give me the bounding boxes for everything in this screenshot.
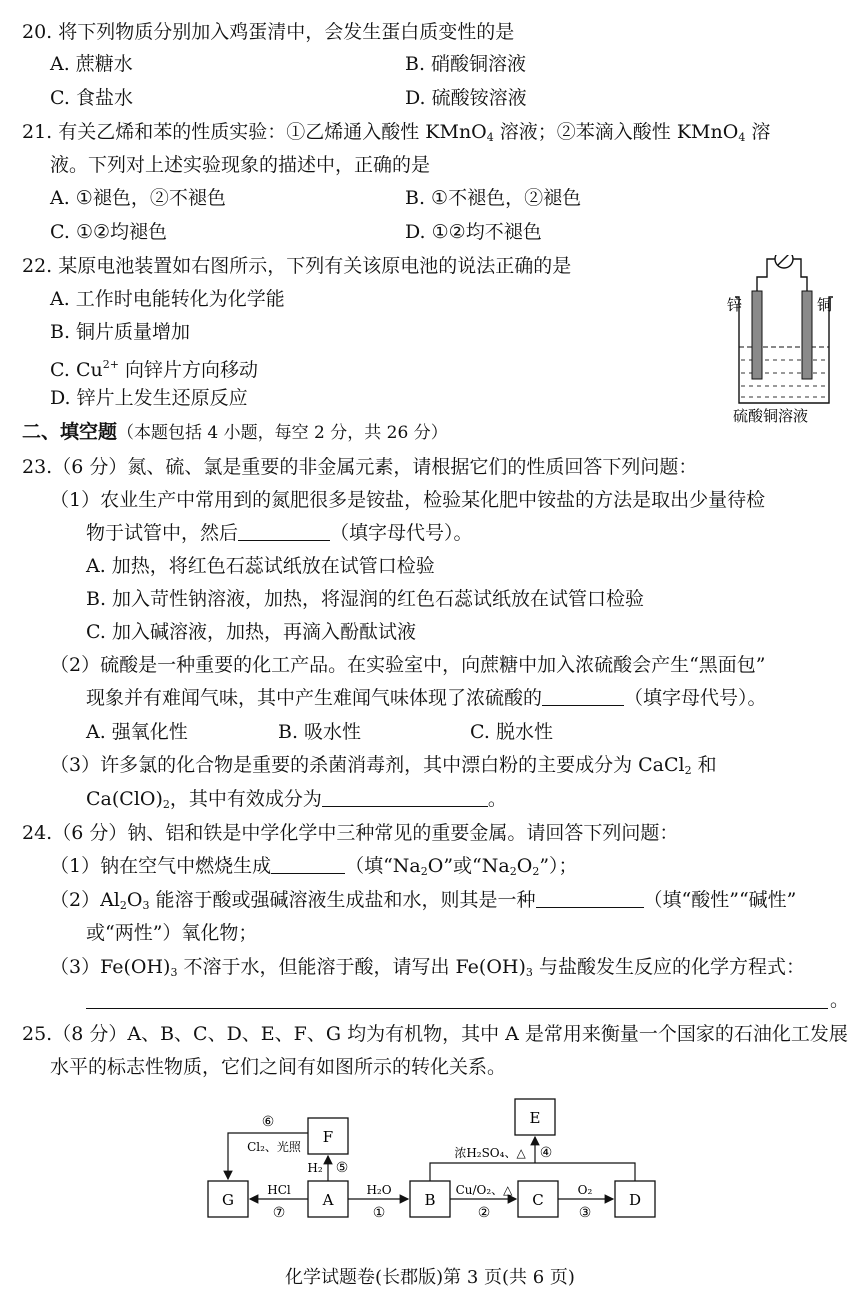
page-footer: 化学试题卷(长郡版)第 3 页(共 6 页): [285, 1267, 575, 1288]
q20-option-b: B. 硝酸铜溶液: [405, 53, 527, 75]
q21-option-b: B. ①不褪色，②褪色: [405, 187, 582, 209]
reagent-5: H₂: [307, 1161, 323, 1175]
zinc-electrode: [752, 291, 762, 379]
q20-option-c: C. 食盐水: [50, 87, 133, 109]
node-b: B: [424, 1191, 436, 1209]
q25-stem-line2: 水平的标志性物质，它们之间有如图所示的转化关系。: [50, 1056, 507, 1078]
q23-p2-option-a: A. 强氧化性: [86, 721, 188, 743]
node-a: A: [322, 1191, 334, 1209]
conversion-diagram: [200, 1095, 670, 1225]
zinc-label: 锌: [727, 296, 743, 314]
q21-option-c: C. ①②均褪色: [50, 221, 168, 243]
q23-p2-option-c: C. 脱水性: [470, 721, 553, 743]
reagent-6: Cl₂、光照: [247, 1140, 301, 1154]
q24-p2-line2: 或“两性”）氧化物；: [86, 922, 258, 944]
q24-p1: （1）钠在空气中燃烧生成 （填“$Na_2O$”或“$Na_2O_2$”）；: [50, 855, 578, 878]
answer-blank[interactable]: [238, 522, 330, 541]
q23-p2-line1: （2）硫酸是一种重要的化工产品。在实验室中，向蔗糖中加入浓硫酸会产生“黑面包”: [50, 654, 766, 676]
q24-p2-line1: $(2)Al_2O_3$ 能溶于酸或强碱溶液生成盐和水，则其是一种 （填“酸性”“碱性”: [50, 889, 797, 912]
reagent-1: H₂O: [366, 1183, 392, 1197]
node-g: G: [222, 1191, 234, 1209]
q23-p1-line2: 物于试管中，然后 （填字母代号）。: [86, 522, 473, 544]
reagent-3: O₂: [577, 1183, 593, 1197]
q21-option-a: A. ①褪色，②不褪色: [50, 187, 226, 209]
node-e: E: [529, 1109, 541, 1127]
node-f: F: [322, 1128, 334, 1146]
q23-stem: 23.（6 分）氮、硫、氯是重要的非金属元素，请根据它们的性质回答下列问题：: [22, 456, 698, 478]
step-2: ②: [477, 1205, 491, 1221]
q23-p3-line1: （3）许多氯的化合物是重要的杀菌消毒剂，其中漂白粉的主要成分为 CaCl$_2$ 和: [50, 754, 717, 777]
node-d: D: [628, 1191, 642, 1209]
reagent-7: HCl: [267, 1183, 291, 1197]
q20-stem: 20. 将下列物质分别加入鸡蛋清中，会发生蛋白质变性的是: [22, 21, 515, 43]
q23-p1-option-b: B. 加入苛性钠溶液，加热，将湿润的红色石蕊试纸放在试管口检验: [86, 588, 645, 610]
q22-option-d: D. 锌片上发生还原反应: [50, 387, 248, 409]
node-c: C: [532, 1191, 544, 1209]
q20-option-a: A. 蔗糖水: [50, 53, 133, 75]
step-6: ⑥: [261, 1114, 275, 1130]
q21-stem-line2: 液。下列对上述实验现象的描述中，正确的是: [50, 154, 431, 176]
q23-p1-option-a: A. 加热，将红色石蕊试纸放在试管口检验: [86, 555, 435, 577]
q23-p2-line2: 现象并有难闻气味，其中产生难闻气味体现了浓硫酸的 （填字母代号）。: [86, 687, 767, 709]
q21-option-d: D. ①②均不褪色: [405, 221, 542, 243]
step-7: ⑦: [272, 1205, 286, 1221]
copper-label: 铜: [817, 296, 833, 314]
bracket-b-d: [430, 1163, 635, 1181]
q22-option-c: C. $Cu^{2+}$ 向锌片方向移动: [50, 358, 258, 381]
q23-p3-line2: $Ca(ClO)_2$，其中有效成分为 。: [86, 788, 507, 811]
q22-stem: 22. 某原电池装置如右图所示，下列有关该原电池的说法正确的是: [22, 255, 572, 277]
section-2-heading: 二、填空题（本题包括 4 小题，每空 2 分，共 26 分）: [22, 421, 448, 443]
q22-option-a: A. 工作时电能转化为化学能: [50, 288, 285, 310]
q23-p1-option-c: C. 加入碱溶液，加热，再滴入酚酞试液: [86, 621, 416, 643]
answer-blank[interactable]: [536, 889, 644, 908]
q25-stem-line1: 25.（8 分）A、B、C、D、E、F、G 均为有机物，其中 A 是常用来衡量一个国家的石油化工发展: [22, 1023, 848, 1045]
q20-option-d: D. 硫酸铵溶液: [405, 87, 527, 109]
step-5: ⑤: [335, 1160, 349, 1176]
step-1: ①: [372, 1205, 386, 1221]
galvanometer-icon: [775, 255, 793, 268]
step-4: ④: [539, 1145, 553, 1161]
q22-option-b: B. 铜片质量增加: [50, 321, 191, 343]
q23-p1-line1: （1）农业生产中常用到的氮肥很多是铵盐，检验某化肥中铵盐的方法是取出少量待检: [50, 489, 766, 511]
q24-stem: 24.（6 分）钠、铝和铁是中学化学中三种常见的重要金属。请回答下列问题：: [22, 822, 679, 844]
q21-stem-line1: 21. 有关乙烯和苯的性质实验：①乙烯通入酸性 KMnO$_4$ 溶液；②苯滴入酸性 KMnO$_4$ 溶: [22, 121, 771, 144]
q23-p2-option-b: B. 吸水性: [278, 721, 362, 743]
reagent-2: Cu/O₂、△: [455, 1183, 513, 1197]
galvanic-cell-figure: [725, 255, 835, 430]
answer-blank[interactable]: [271, 855, 345, 874]
answer-blank[interactable]: [322, 788, 488, 807]
answer-blank[interactable]: [542, 687, 624, 706]
solution-label: 硫酸铜溶液: [733, 407, 809, 425]
q24-p3-end: 。: [830, 989, 850, 1011]
step-3: ③: [578, 1205, 592, 1221]
answer-line[interactable]: [86, 1008, 828, 1009]
copper-electrode: [802, 291, 812, 379]
q24-p3-line1: $(3)Fe(OH)_3$ 不溶于水，但能溶于酸，请写出 $Fe(OH)_3$ 与盐酸发生反应的化学方程式：: [50, 956, 805, 979]
reagent-4: 浓H₂SO₄、△: [454, 1146, 526, 1160]
